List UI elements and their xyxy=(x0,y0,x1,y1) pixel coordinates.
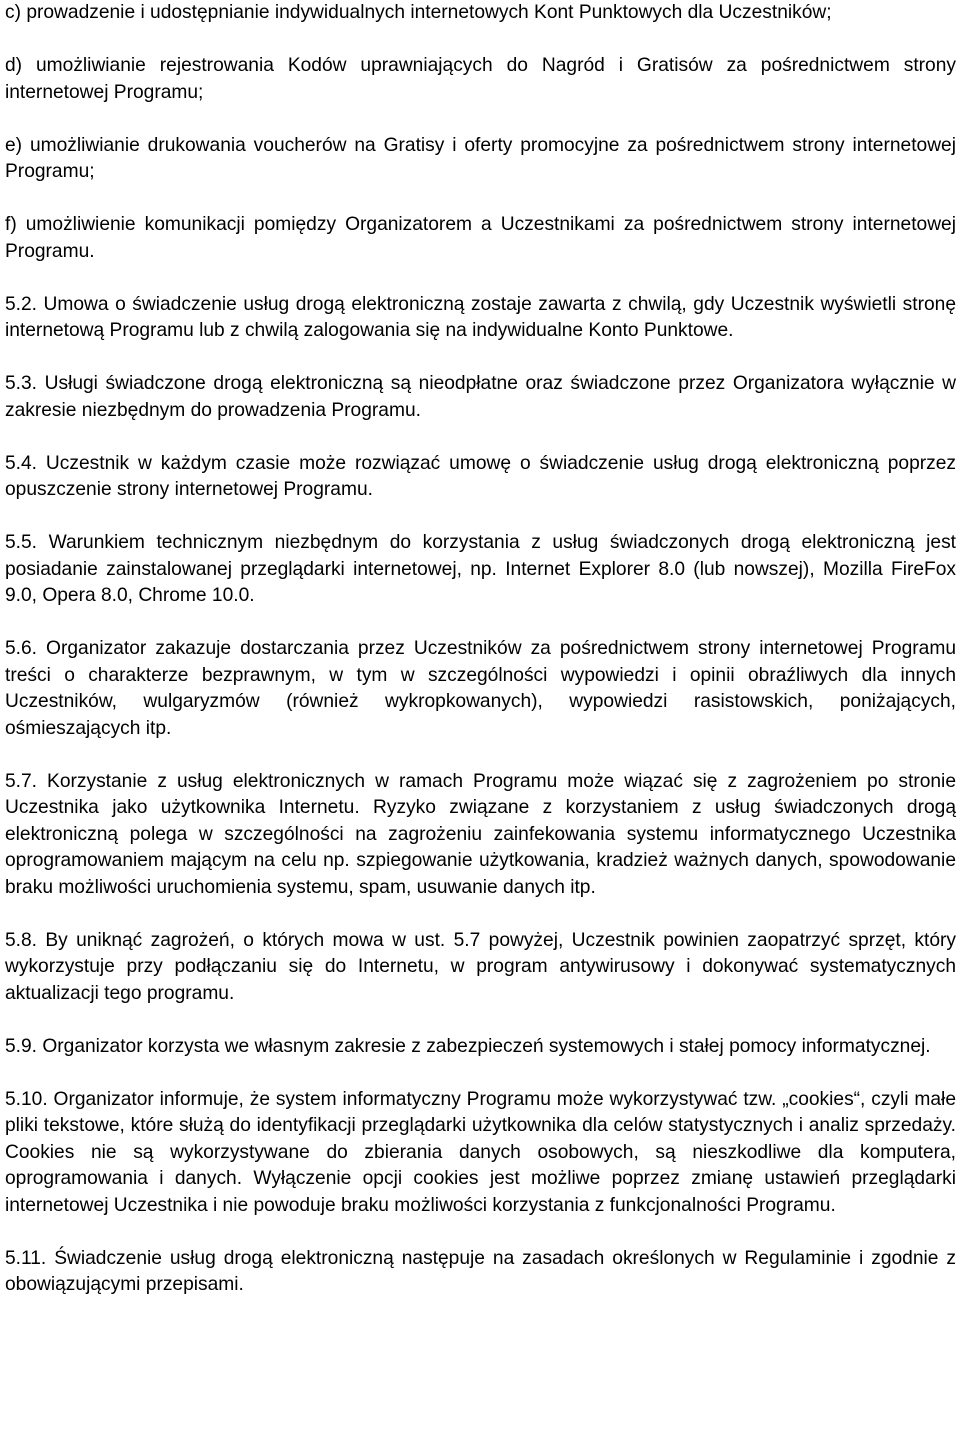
paragraph-section-5-6: 5.6. Organizator zakazuje dostarczania przez Uczestników za pośrednictwem strony internetowej Programu treści o charakterze bezprawnym, w tym w szczególności wypowiedzi i opinii obraźliwych dla innych Uczestników, wulgaryzmów (również wykropkowanych), wypowiedzi rasistowskich, poniżających, ośmieszających itp. xyxy=(5,638,956,739)
paragraph-section-5-4: 5.4. Uczestnik w każdym czasie może rozwiązać umowę o świadczenie usług drogą elektroniczną poprzez opuszczenie strony internetowej Programu. xyxy=(5,452,956,500)
paragraph-item-e: e) umożliwianie drukowania voucherów na Gratisy i oferty promocyjne za pośrednictwem strony internetowej Programu; xyxy=(5,134,956,182)
paragraph-section-5-3: 5.3. Usługi świadczone drogą elektroniczną są nieodpłatne oraz świadczone przez Organizatora wyłącznie w zakresie niezbędnym do prowadzenia Programu. xyxy=(5,373,956,421)
paragraph-item-c: c) prowadzenie i udostępnianie indywidualnych internetowych Kont Punktowych dla Uczestników; xyxy=(5,2,832,23)
paragraph-item-f: f) umożliwienie komunikacji pomiędzy Organizatorem a Uczestnikami za pośrednictwem strony internetowej Programu. xyxy=(5,214,956,262)
paragraph-section-5-2: 5.2. Umowa o świadczenie usług drogą elektroniczną zostaje zawarta z chwilą, gdy Uczestnik wyświetli stronę internetową Programu lub z chwilą zalogowania się na indywidualne Konto Punktowe. xyxy=(5,293,956,341)
paragraph-section-5-7: 5.7. Korzystanie z usług elektronicznych w ramach Programu może wiązać się z zagrożeniem po stronie Uczestnika jako użytkownika Internetu. Ryzyko związane z korzystaniem z usług świadczonych drogą elektroniczną polega w szczególności na zagrożeniu zainfekowania systemu informatycznego Uczestnika oprogramowaniem mającym na celu np. szpiegowanie użytkowania, kradzież ważnych danych, spowodowanie braku możliwości uruchomienia systemu, spam, usuwanie danych itp. xyxy=(5,770,956,898)
paragraph-section-5-11: 5.11. Świadczenie usług drogą elektroniczną następuje na zasadach określonych w Regulaminie i zgodnie z obowiązującymi przepisami. xyxy=(5,1247,956,1295)
paragraph-section-5-10: 5.10. Organizator informuje, że system informatyczny Programu może wykorzystywać tzw. „cookies“, czyli małe pliki tekstowe, które służą do identyfikacji przeglądarki użytkownika dla celów statystycznych i analiz sprzedaży. Cookies nie są wykorzystywane do zbierania danych osobowych, są nieszkodliwe dla komputera, oprogramowania i danych. Wyłączenie opcji cookies jest możliwe poprzez zmianę ustawień przeglądarki internetowej Uczestnika i nie powoduje braku możliwości korzystania z funkcjonalności Programu. xyxy=(5,1088,956,1216)
paragraph-section-5-8: 5.8. By uniknąć zagrożeń, o których mowa w ust. 5.7 powyżej, Uczestnik powinien zaopatrzyć sprzęt, który wykorzystuje przy podłączaniu się do Internetu, w program antywirusowy i dokonywać systematycznych aktualizacji tego programu. xyxy=(5,929,956,1004)
paragraph-section-5-5: 5.5. Warunkiem technicznym niezbędnym do korzystania z usług świadczonych drogą elektroniczną jest posiadanie zainstalowanej przeglądarki internetowej, np. Internet Explorer 8.0 (lub nowszej), Mozilla FireFox 9.0, Opera 8.0, Chrome 10.0. xyxy=(5,532,956,606)
paragraph-item-d: d) umożliwianie rejestrowania Kodów uprawniających do Nagród i Gratisów za pośrednictwem strony internetowej Programu; xyxy=(5,55,956,103)
paragraph-section-5-9: 5.9. Organizator korzysta we własnym zakresie z zabezpieczeń systemowych i stałej pomocy informatycznej. xyxy=(5,1035,931,1057)
